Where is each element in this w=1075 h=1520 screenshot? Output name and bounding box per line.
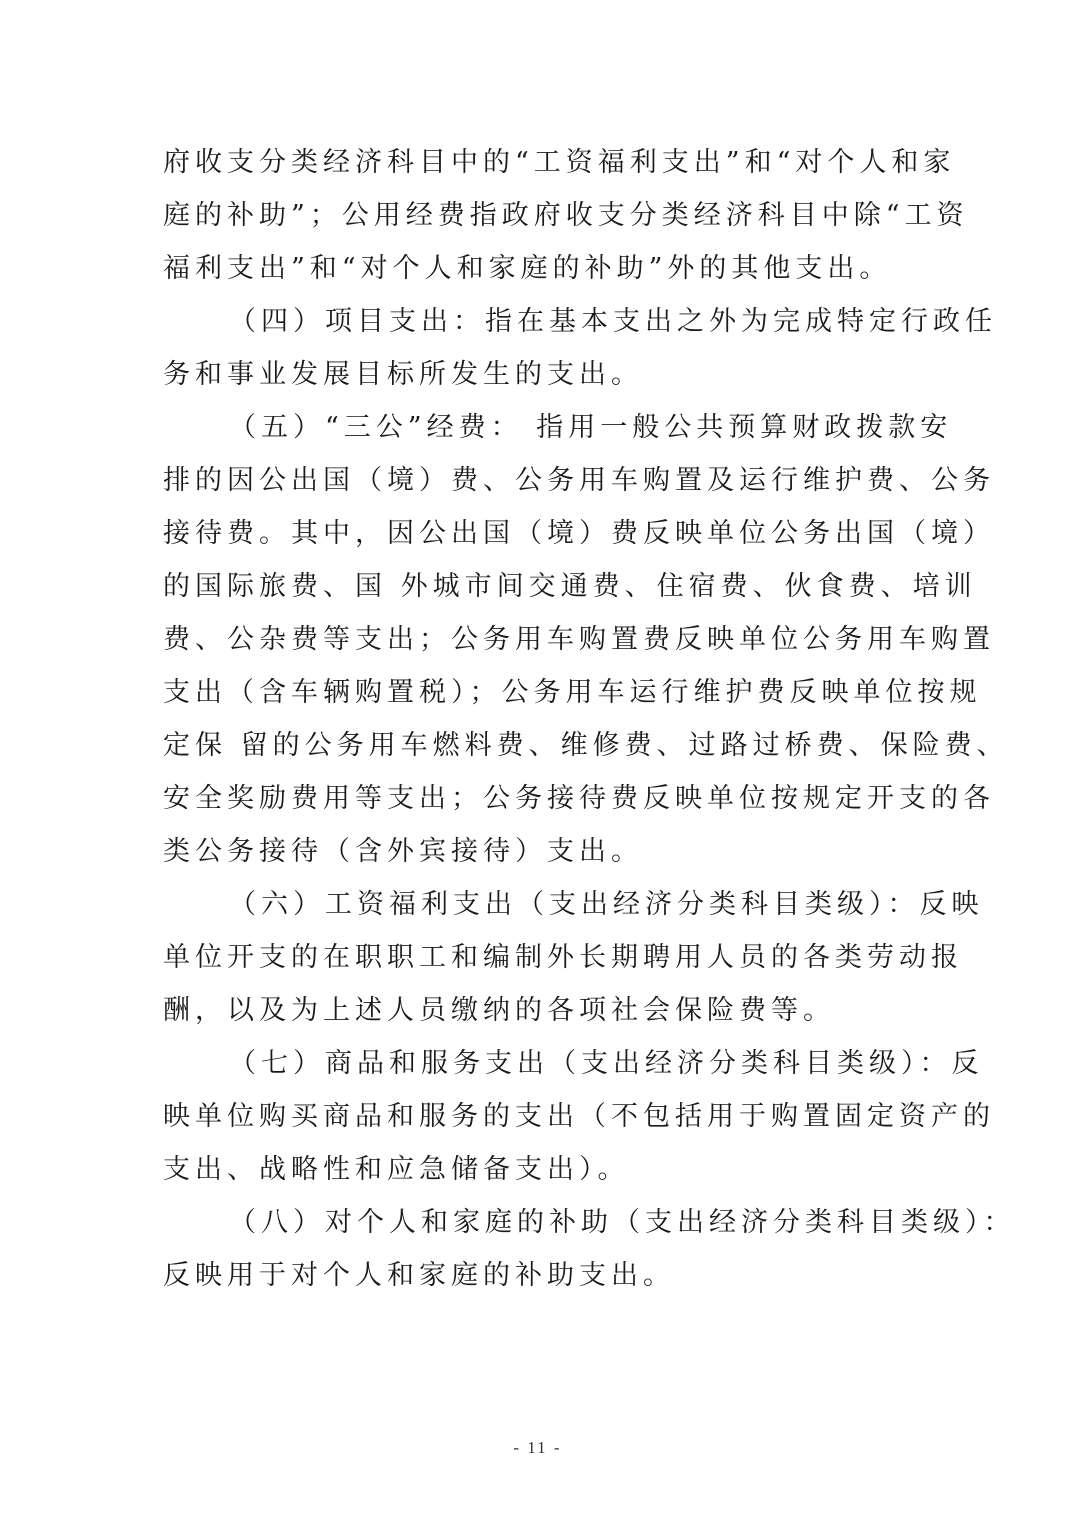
page-number: - 11 - (513, 1438, 562, 1457)
text-line: 酬，以及为上述人员缴纳的各项社会保险费等。 (163, 995, 835, 1026)
text-line: 安全奖励费用等支出；公务接待费反映单位按规定开支的各 (163, 783, 995, 814)
text-line: 支出（含车辆购置税）；公务用车运行维护费反映单位按规 (163, 677, 982, 708)
text-line: 定保 留的公务用车燃料费、维修费、过路过桥费、保险费、 (163, 730, 1009, 761)
text-line: 庭的补助”；公用经费指政府收支分类经济科目中除“工资 (163, 200, 969, 231)
text-line: （七）商品和服务支出（支出经济分类科目类级）：反 (229, 1048, 984, 1079)
text-line: 福利支出”和“对个人和家庭的补助”外的其他支出。 (163, 253, 892, 284)
text-line: 排的因公出国（境）费、公务用车购置及运行维护费、公务 (163, 465, 995, 496)
text-line: （五）“三公”经费： 指用一般公共预算财政拨款安 (229, 412, 953, 443)
text-line: 支出、战略性和应急储备支出）。 (163, 1154, 630, 1185)
text-line: （八）对个人和家庭的补助（支出经济分类科目类级）： (229, 1207, 1016, 1238)
text-line: 映单位购买商品和服务的支出（不包括用于购置固定资产的 (163, 1101, 995, 1132)
body-text (163, 136, 1016, 1302)
text-line: 府收支分类经济科目中的“工资福利支出”和“对个人和家 (163, 147, 956, 178)
text-line: 务和事业发展目标所发生的支出。 (163, 359, 643, 390)
text-line: 单位开支的在职职工和编制外长期聘用人员的各类劳动报 (163, 942, 963, 973)
text-line: （四）项目支出：指在基本支出之外为完成特定行政任 (229, 306, 997, 337)
text-line: 类公务接待（含外宾接待）支出。 (163, 836, 643, 867)
text-line: （六）工资福利支出（支出经济分类科目类级）：反映 (229, 889, 984, 920)
text-line: 费、公杂费等支出；公务用车购置费反映单位公务用车购置 (163, 624, 995, 655)
text-line: 反映用于对个人和家庭的补助支出。 (163, 1260, 675, 1291)
text-line: 接待费。其中，因公出国（境）费反映单位公务出国（境） (163, 518, 995, 549)
text-line: 的国际旅费、国 外城市间交通费、住宿费、伙食费、培训 (163, 571, 977, 602)
